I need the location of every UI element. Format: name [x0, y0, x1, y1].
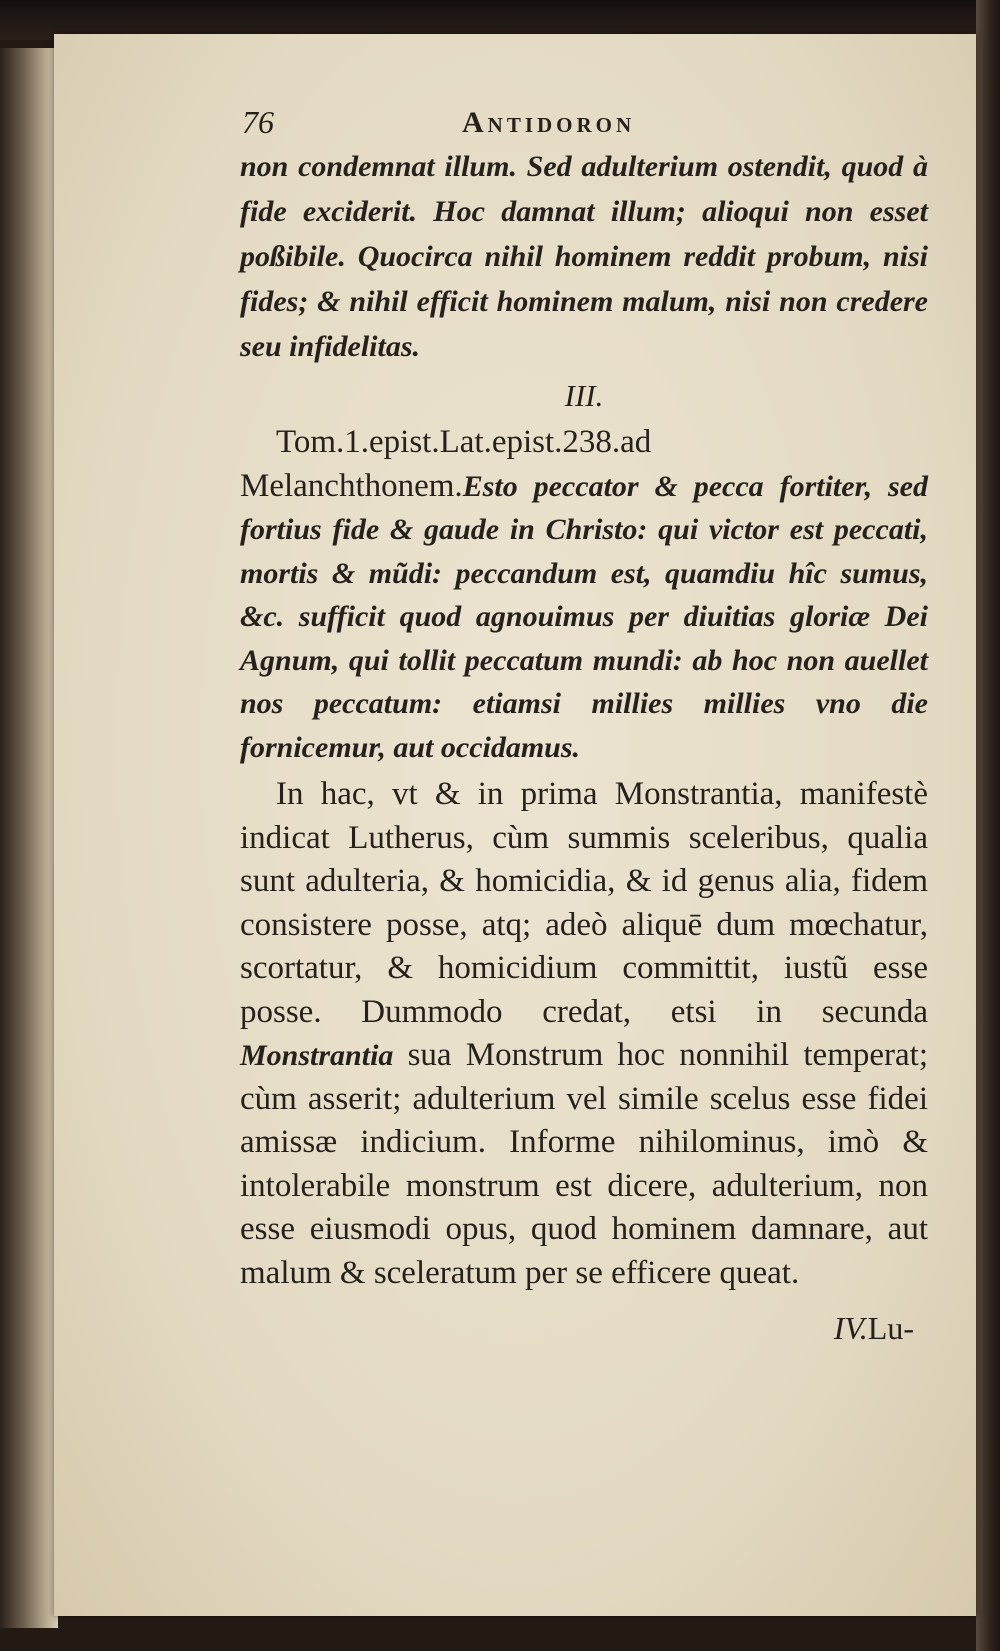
page-number: 76 — [242, 104, 274, 140]
citation: Tom.1.epist.Lat.epist.238.ad Melanchthonem. — [240, 424, 652, 504]
catchword — [240, 1301, 914, 1355]
book-page — [54, 34, 976, 1616]
opening-quote: non condemnat illum. Sed adulterium ostendit, quod à fide exciderit. Hoc damnat illum; alioqui non esset poßibile. Quocirca nihil hominem reddit probum, nisi fides; & nihil efficit hominem malum, nisi non credere seu infidelitas. — [240, 150, 928, 363]
citation-paragraph — [240, 421, 928, 769]
page-content — [240, 96, 928, 1355]
page-header — [240, 96, 928, 144]
book-edge-right — [976, 0, 1000, 1651]
luther-quote: Esto peccator & pecca fortiter, sed fortius fide & gaude in Christo: qui victor est peccati, mortis & mũdi: peccandum est, quamdiu hîc sumus, &c. sufficit quod agnouimus per diuitias gloriæ Dei Agnum, qui tollit peccatum mundi: ab hoc non auellet nos peccatum: etiamsi millies millies vno die fornicemur, aut occidamus. — [240, 469, 928, 764]
book-spine-edge — [0, 48, 58, 1628]
section-number: III. — [564, 378, 604, 413]
catchword-numeral: IV. — [833, 1310, 868, 1346]
catchword-text: Lu- — [867, 1310, 914, 1346]
commentary-paragraph — [240, 773, 928, 1295]
commentary-text-part2: sua Monstrum hoc nonnihil temperat; cùm asserit; adulterium vel simile scelus esse fidei amissæ indicium. Informe nihilominus, imò & intolerabile monstrum est dicere, adulterium, non esse eiusmodi opus, quod hominem damnare, aut malum & sceleratum per se efficere queat. — [240, 1037, 928, 1291]
running-title: Antidoron — [462, 106, 636, 139]
commentary-italic-term: Monstrantia — [240, 1039, 394, 1072]
commentary-text-part1: In hac, vt & in prima Monstrantia, manifestè indicat Lutherus, cùm summis sceleribus, qualia sunt adulteria, & homicidia, & id genus alia, fidem consistere posse, atq; adeò aliquē dum mœchatur, scortatur, & homicidium committit, iustũ esse posse. Dummodo credat, etsi in secunda — [240, 776, 928, 1030]
